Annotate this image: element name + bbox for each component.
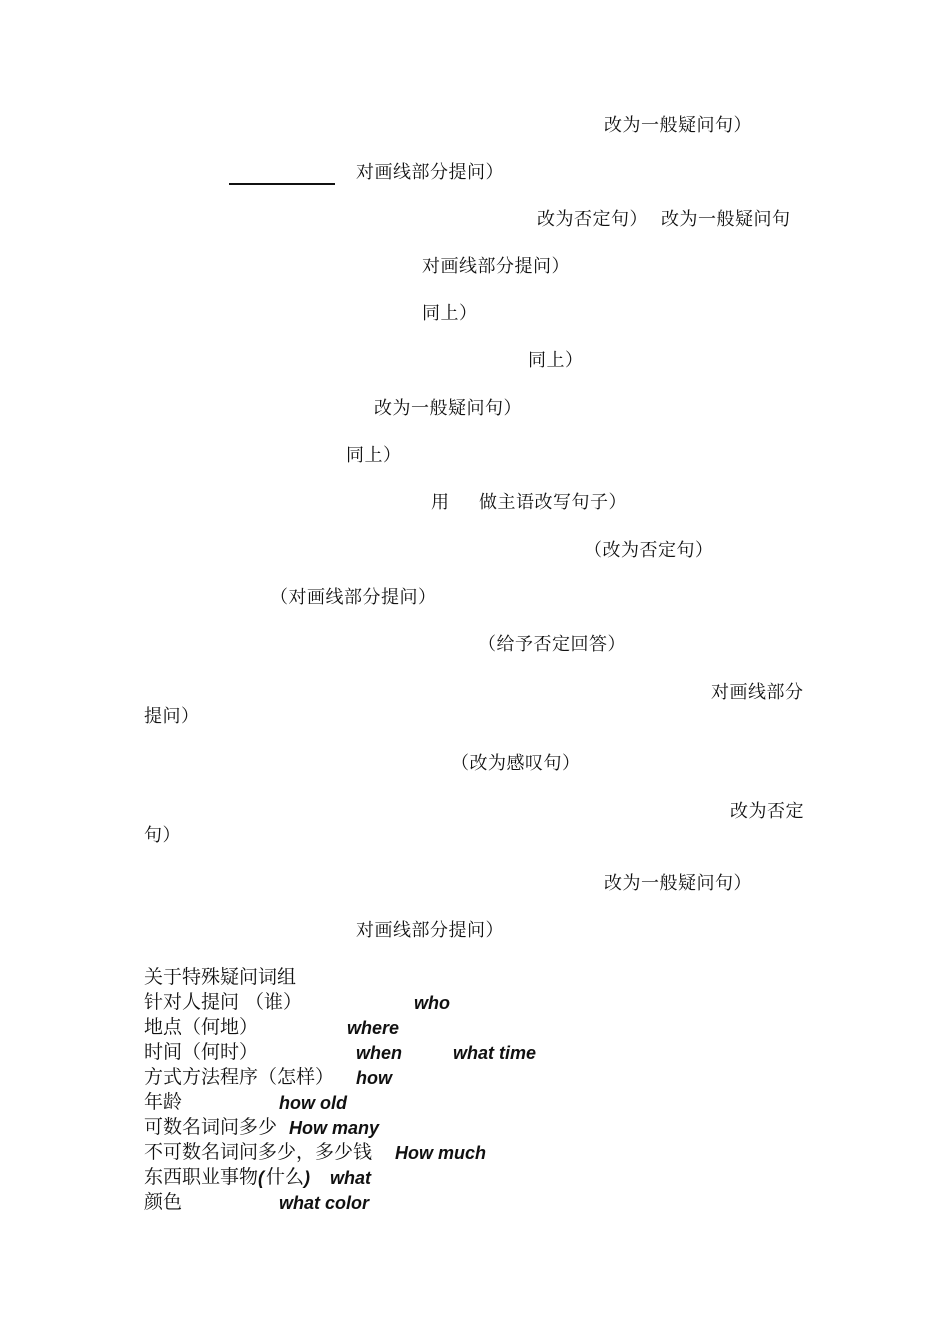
exercise-note: 提问） <box>144 706 200 727</box>
exercise-note: （改为否定句） <box>584 540 714 561</box>
reference-label: 时间（何时） <box>144 1041 259 1063</box>
reference-label: 地点（何地） <box>144 1016 259 1038</box>
exercise-note: 改为一般疑问句 <box>661 209 791 230</box>
question-word: what color <box>279 1193 370 1213</box>
reference-label-mid: 什么 <box>266 1166 305 1188</box>
question-word: how old <box>279 1093 347 1113</box>
reference-heading: 关于特殊疑问词组 <box>144 966 297 988</box>
exercise-note: 做主语改写句子） <box>479 492 627 513</box>
paren-close: ) <box>304 1168 310 1188</box>
reference-row <box>144 1140 844 1165</box>
reference-row <box>144 990 844 1015</box>
reference-label: 年龄 <box>144 1091 183 1113</box>
reference-label: 颜色 <box>144 1191 183 1213</box>
exercise-note: 改为一般疑问句） <box>604 873 752 894</box>
answer-blank-line <box>229 183 335 185</box>
exercise-note: 句） <box>144 825 181 846</box>
reference-label: 方式方法程序（怎样） <box>144 1066 335 1088</box>
exercise-note: 对画线部分提问） <box>356 920 504 941</box>
reference-row <box>144 1190 844 1215</box>
exercise-note: （改为感叹句） <box>451 753 581 774</box>
reference-row <box>144 1015 844 1040</box>
reference-label: 不可数名词问多少，多少钱 <box>144 1141 373 1163</box>
reference-label: 针对人提问 （谁） <box>144 991 303 1013</box>
reference-row <box>144 1065 844 1090</box>
question-word: what <box>330 1168 372 1188</box>
exercise-note: 用 <box>431 492 450 513</box>
reference-label: 东西职业事物 <box>144 1166 259 1188</box>
exercise-note: 改为否定 <box>730 801 804 822</box>
exercise-note: 改为一般疑问句） <box>604 115 752 136</box>
paren-open: ( <box>258 1168 264 1188</box>
exercise-note: 改为否定句） <box>537 209 648 230</box>
exercise-note: （对画线部分提问） <box>270 587 437 608</box>
exercise-note: 同上） <box>346 445 402 466</box>
reference-row <box>144 1040 844 1065</box>
exercise-note: 对画线部分提问） <box>422 256 570 277</box>
question-word: How much <box>395 1143 487 1163</box>
reference-row <box>144 1165 844 1190</box>
question-word: when <box>356 1043 403 1063</box>
question-word: how <box>356 1068 392 1088</box>
exercise-note: 同上） <box>422 303 478 324</box>
question-word: How many <box>289 1118 380 1138</box>
exercise-note: 改为一般疑问句） <box>374 398 522 419</box>
exercise-note: （给予否定回答） <box>478 634 626 655</box>
question-word: where <box>347 1018 400 1038</box>
reference-row <box>144 1115 844 1140</box>
question-word: what time <box>453 1043 537 1063</box>
reference-row <box>144 1090 844 1115</box>
exercise-note: 对画线部分提问） <box>356 162 504 183</box>
exercise-note: 对画线部分 <box>711 682 804 703</box>
exercise-note: 同上） <box>528 350 584 371</box>
question-word: who <box>414 993 450 1013</box>
reference-label: 可数名词问多少 <box>144 1116 278 1138</box>
